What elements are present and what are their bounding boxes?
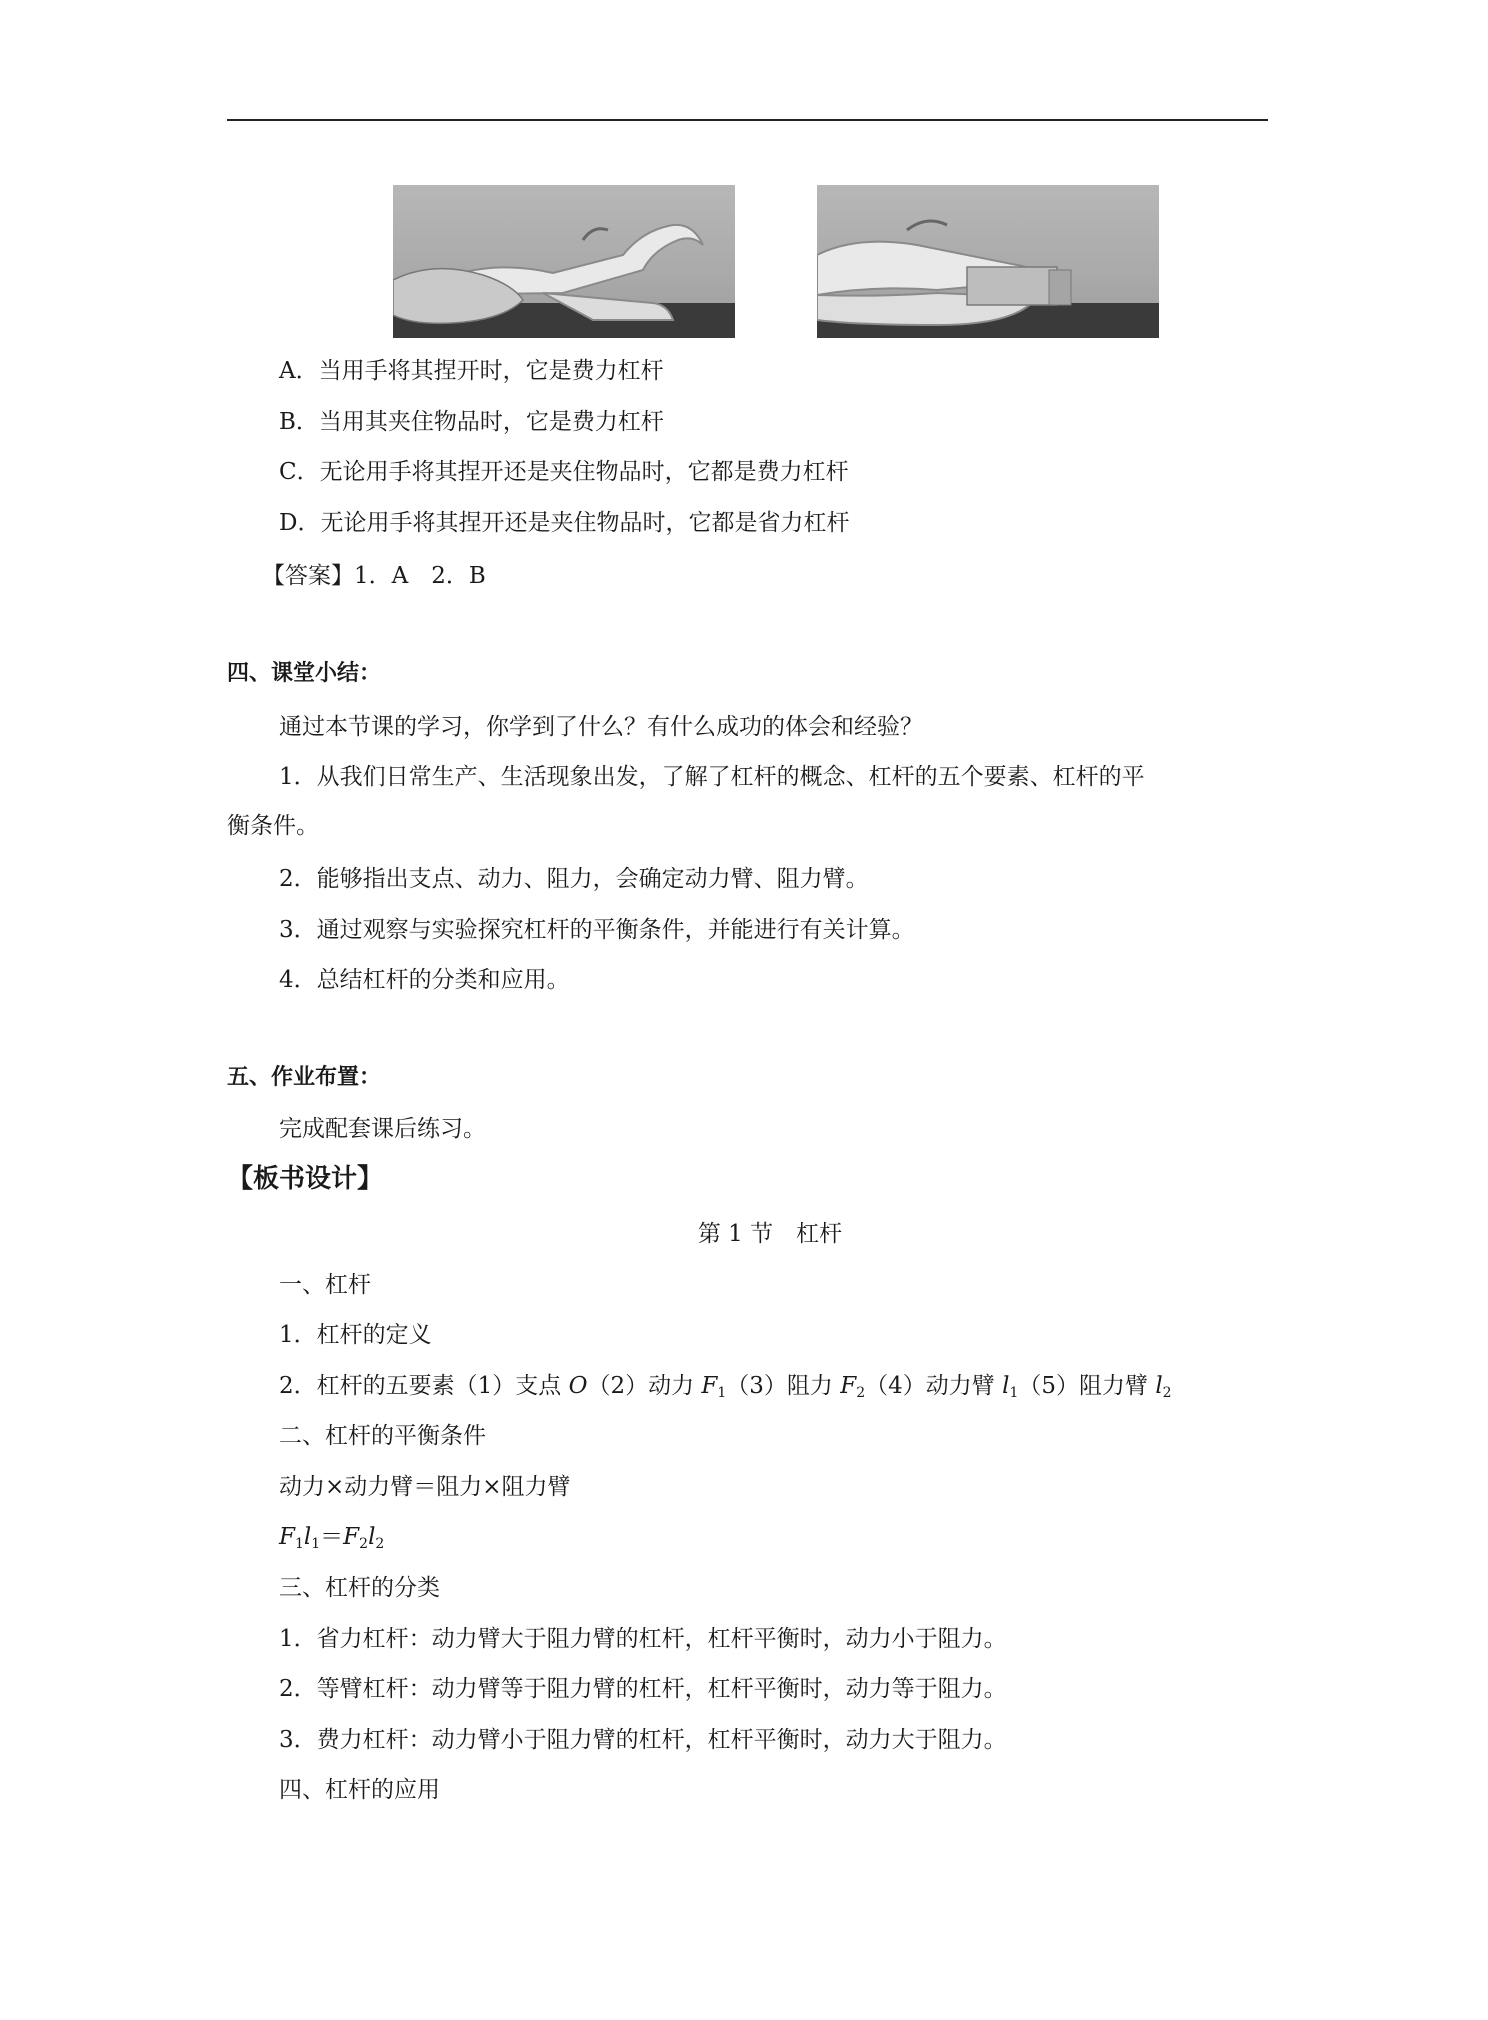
- fulcrum-symbol: O: [568, 1373, 588, 1399]
- formula-f1: F: [279, 1524, 295, 1550]
- summary-item-2: 2．能够指出支点、动力、阻力，会确定动力臂、阻力臂。: [279, 866, 869, 892]
- board-class-1: 1．省力杠杆：动力臂大于阻力臂的杠杆，杠杆平衡时，动力小于阻力。: [279, 1626, 1007, 1652]
- option-d: D．无论用手将其捏开还是夹住物品时，它都是省力杠杆: [279, 510, 850, 536]
- option-c: C．无论用手将其捏开还是夹住物品时，它都是费力杠杆: [279, 459, 849, 485]
- formula-l2-sub: 2: [375, 1536, 385, 1552]
- summary-heading: 四、课堂小结：: [227, 661, 382, 686]
- summary-item-1: 1．从我们日常生产、生活现象出发，了解了杠杆的概念、杠杆的五个要素、杠杆的平: [279, 764, 1145, 790]
- clip-object-illustration: [817, 185, 1159, 338]
- effort-arm-symbol: l: [1002, 1373, 1010, 1399]
- summary-item-4: 4．总结杠杆的分类和应用。: [279, 967, 570, 993]
- summary-item-3: 3．通过观察与实验探究杠杆的平衡条件，并能进行有关计算。: [279, 917, 915, 943]
- clip-hand-illustration: [393, 185, 735, 338]
- board-section-1: 一、杠杆: [279, 1272, 371, 1298]
- homework-heading: 五、作业布置：: [227, 1065, 382, 1090]
- option-a: A．当用手将其捏开时，它是费力杠杆: [279, 358, 664, 384]
- effort-symbol: F: [701, 1373, 718, 1399]
- header-rule: [227, 119, 1268, 121]
- effort-arm-subscript: 1: [1009, 1385, 1019, 1401]
- five-elements-text-b: （2）动力: [587, 1373, 702, 1399]
- board-item-five-elements: [279, 1371, 1172, 1401]
- load-subscript: 2: [856, 1385, 866, 1401]
- board-class-2: 2．等臂杠杆：动力臂等于阻力臂的杠杆，杠杆平衡时，动力等于阻力。: [279, 1676, 1007, 1702]
- board-section-3: 三、杠杆的分类: [279, 1575, 440, 1601]
- five-elements-text-d: （4）动力臂: [865, 1373, 1003, 1399]
- board-item-definition: 1．杠杆的定义: [279, 1322, 432, 1348]
- five-elements-text-e: （5）阻力臂: [1018, 1373, 1156, 1399]
- summary-item-1-cont: 衡条件。: [227, 813, 319, 839]
- formula-f1-sub: 1: [294, 1536, 304, 1552]
- five-elements-text-c: （3）阻力: [726, 1373, 841, 1399]
- effort-subscript: 1: [717, 1385, 727, 1401]
- formula-l1: l: [303, 1524, 312, 1550]
- board-balance-text: 动力×动力臂＝阻力×阻力臂: [279, 1474, 571, 1500]
- board-section-4: 四、杠杆的应用: [279, 1777, 440, 1803]
- formula-f2-sub: 2: [359, 1536, 369, 1552]
- board-balance-formula: [279, 1522, 384, 1552]
- formula-l2: l: [368, 1524, 376, 1550]
- summary-intro: 通过本节课的学习，你学到了什么？有什么成功的体会和经验？: [279, 714, 923, 740]
- option-b: B．当用其夹住物品时，它是费力杠杆: [279, 409, 664, 435]
- answer-line: 【答案】1．A 2．B: [262, 563, 486, 589]
- board-class-3: 3．费力杠杆：动力臂小于阻力臂的杠杆，杠杆平衡时，动力大于阻力。: [279, 1727, 1007, 1753]
- homework-text: 完成配套课后练习。: [279, 1116, 486, 1142]
- five-elements-text-a: 2．杠杆的五要素（1）支点: [279, 1373, 569, 1399]
- board-title: 第 1 节 杠杆: [697, 1221, 843, 1247]
- board-section-2: 二、杠杆的平衡条件: [279, 1423, 486, 1449]
- load-arm-symbol: l: [1155, 1373, 1163, 1399]
- formula-equals: ＝: [320, 1524, 344, 1550]
- formula-l1-sub: 1: [311, 1536, 321, 1552]
- clip-photo-holding-object: [817, 185, 1159, 338]
- clip-photo-hand-opening: [393, 185, 735, 338]
- load-symbol: F: [840, 1373, 857, 1399]
- formula-f2: F: [343, 1524, 360, 1550]
- board-heading: 【板书设计】: [227, 1164, 384, 1194]
- load-arm-subscript: 2: [1162, 1385, 1172, 1401]
